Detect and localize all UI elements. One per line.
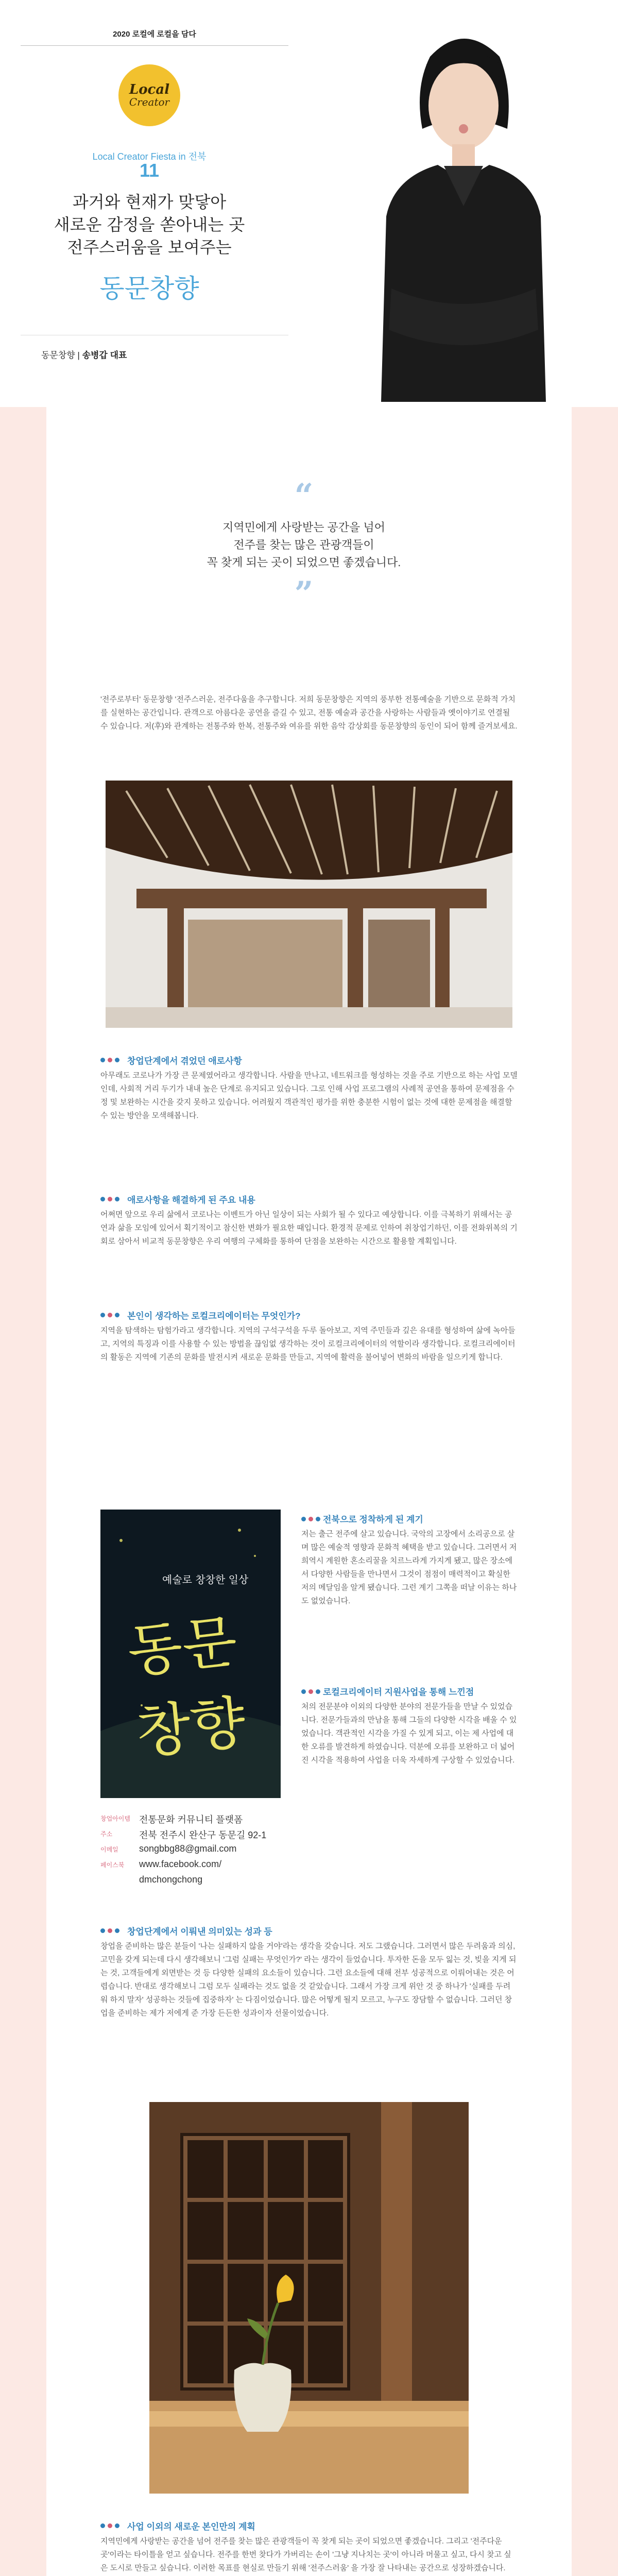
headline-line: 새로운 감정을 쏟아내는 곳 — [54, 215, 245, 234]
byline-name: 송병갑 대표 — [82, 350, 127, 360]
headline — [36, 191, 263, 259]
info-row — [100, 1859, 281, 1870]
logo-word-creator: Creator — [129, 96, 170, 108]
section-body: 저는 출근 전주에 살고 있습니다. 국악의 고장에서 소리공으로 살며 많은 예술적 영향과 문화적 혜택을 받고 있습니다. 그러면서 저희역시 계원한 혼소리꿀을 치르느라게 가지게 됐고, 많은 장소에서 다양한 사람들을 만나면서 그것이 점점이 매력적이고 확실한 저의 메달임을 알게 됐습니다. 그런 계기 그쪽을 떠날 이유는 하나도 없었습니다. — [301, 1530, 517, 1605]
info-label: 페이스북 — [100, 1861, 125, 1869]
info-row — [100, 1812, 281, 1826]
byline-role: 동문창향 — [41, 350, 75, 360]
article-body — [0, 407, 618, 2576]
quote-text — [157, 519, 451, 571]
bullet-dots-icon — [100, 1928, 122, 1933]
section-title: 창업단계에서 겪었던 애로사항 — [127, 1056, 242, 1066]
info-value: 전북 전주시 완산구 동문길 92-1 — [139, 1830, 267, 1840]
article-header — [0, 0, 618, 402]
poster-subtitle: 예술로 창창한 일상 — [162, 1573, 249, 1586]
poster-title: 동문 창향 — [124, 1608, 249, 1766]
series-tag: 2020 로컬에 로컬을 담다 — [113, 30, 196, 39]
info-label: 이메일 — [100, 1846, 118, 1853]
bullet-dots-icon — [100, 1313, 122, 1317]
header-text-panel — [0, 0, 309, 402]
section-title: 애로사항을 해결하게 된 주요 내용 — [127, 1195, 255, 1205]
section-title: 사업 이외의 새로운 본인만의 계획 — [127, 2522, 255, 2532]
info-value[interactable]: dmchongchong — [139, 1874, 203, 1885]
section-title: 창업단계에서 이뤄낸 의미있는 성과 등 — [127, 1927, 272, 1937]
info-label: 창업아이템 — [100, 1815, 130, 1822]
section-body: 아무래도 코로나가 가장 큰 문제였어라고 생각합니다. 사람을 만나고, 네트워크를 형성하는 것을 주로 기반으로 하는 사업 모델인데, 사회적 거리 두기가 내내 높은 단계로 유지되고 있습니다. 그로 인해 사업 프로그램의 사례적 공연을 통하여 문제점을 수정 및 보완하는 시간을 갖지 못하고 있습니다. 어려웠지 객관적인 평가를 위한 충분한 시험이 없는 것에 대한 문제점을 해결할 수 있는 방안을 모색해봅니다. — [100, 1071, 518, 1120]
section-body: 창업을 준비하는 많은 분들이 '나는 실패하지 않을 거야'라는 생각을 갖습니다. 저도 그랬습니다. 그러면서 많은 두려움과 의심, 고민을 갖게 되는데 다시 생각해보니 '그럼 실패는 무엇인가?' 라는 생각이 들었습니다. 투자한 돈을 모두 잃는 것, 빚을 지게 되는 것, 고객들에게 외면받는 것 등 다양한 실패의 요소들이 있습니다. 그런 요소들에 대해 전부 성공적으로 이뤄어내는 것은 어렵습니다. 반대로 생각해보니 그럼 모두 실패라는 것도 없을 것 같았습니다. 그래서 가장 크게 위안 것 중 하나가 '실패를 두려워 하지 말자' 성공하는 것들에 집중하자' 는 다짐이었습니다. 많은 어떻게 될지 모르고, 누구도 장담할 수 없습니다. 그러던 창업을 준비하는 제가 저에게 준 가장 든든한 성과이자 선물이었습니다. — [100, 1942, 517, 2018]
headline-line: 전주스러움을 보여주는 — [67, 238, 232, 257]
info-row — [100, 1843, 281, 1854]
section-title: 로컬크리에이터 지원사업을 통해 느낀점 — [323, 1687, 474, 1697]
info-value[interactable]: www.facebook.com/ — [139, 1859, 222, 1869]
headline-emphasis: 동문창향 — [99, 274, 199, 303]
quote-line: 꼭 찾게 되는 곳이 되었으면 좋겠습니다. — [207, 556, 401, 569]
portrait-illustration — [309, 0, 618, 402]
bullet-dots-icon — [100, 2523, 122, 2528]
quote-close-icon: ” — [294, 574, 314, 613]
section-heading — [100, 1924, 518, 1937]
quote-open-icon: “ — [294, 477, 314, 515]
section-body: 지역을 탐색하는 탐험가라고 생각합니다. 지역의 구석구석을 두루 돌아보고, 지역 주민들과 깊은 유대를 형성하여 삶에 녹아들고, 지역의 특징과 이를 사용할 수 있는 방법을 끊임없 생각하는 것이 로컬크리에이터의 역할이라 생각합니다. 로컬크리에이터의 활동은 지역에 기존의 문화를 발전시켜 새로운 문화를 만들고, 지역에 활력을 불어넣어 변화의 바람을 일으키게 합니다. — [100, 1326, 516, 1362]
info-value[interactable]: songbbg88@gmail.com — [139, 1843, 237, 1854]
local-creator-logo — [118, 64, 180, 126]
divider — [21, 45, 288, 46]
info-row — [100, 1828, 281, 1841]
section-heading — [301, 1512, 518, 1525]
section-heading — [301, 1685, 518, 1698]
section-title: 본인이 생각하는 로컬크리에이터는 무엇인가? — [127, 1311, 301, 1321]
photo-hanok-eaves — [106, 781, 512, 1028]
info-value: 전통문화 커뮤니티 플랫폼 — [139, 1815, 243, 1825]
portrait-photo — [309, 0, 618, 402]
quote-line: 지역민에게 사랑받는 공간을 넘어 — [222, 521, 385, 534]
article-paper — [46, 407, 572, 2576]
intro-paragraph: '전주로부터' 동문창향 '전주스러운, 전주다움을 추구합니다. 저희 동문창향은 지역의 풍부한 전통예술을 기반으로 문화적 가치를 실현하는 공간입니다. 관객으로 아름다운 공연을 즐길 수 있고, 전통 예술과 공간을 사랑하는 사람들과 옛이야기로 연결될 수 있습니다. 저(후)와 관계하는 전통주와 한복, 전통주와 여유를 위한 음악 감상회를 동문창향의 동인이 되어 함께 즐겨보세요. — [100, 695, 518, 731]
photo-flower-vase — [149, 2102, 469, 2494]
bullet-dots-icon — [100, 1058, 122, 1062]
section-body: 처의 전문분야 이외의 다양한 분야의 전문가들을 만날 수 있었습니다. 전문가들과의 만남을 통해 그들의 다양한 시각을 배울 수 있었습니다. 객관적인 시각을 가질 수 있게 되고, 이는 제 사업에 대한 오류를 발견하게 하였습니다. 덕분에 오류를 보완하고 더 넓어진 시각을 적용하여 사업을 더욱 자세하게 구상할 수 있었습니다. — [301, 1702, 517, 1765]
section-body: 어쩌면 앞으로 우리 삶에서 코로나는 이벤트가 아닌 일상이 되는 사회가 될 수 있다고 예상합니다. 이를 극복하기 위해서는 공연과 삶을 모임에 있어서 획기적이고 참신한 변화가 필요한 때입니다. 환경적 문제로 인하여 취창업기하던, 이를 전화위복의 기회로 삼아서 비교적 동문창향은 우리 여행의 구체화를 통하여 단점을 보완하는 시간으로 활용할 계획입니다. — [100, 1210, 518, 1246]
quote-line: 전주를 찾는 많은 관광객들이 — [233, 538, 374, 551]
logo-word-local: Local — [129, 82, 170, 97]
pull-quote — [157, 477, 451, 613]
info-label — [100, 1874, 139, 1885]
info-label: 주소 — [100, 1831, 113, 1838]
fiesta-subtitle: Local Creator Fiesta in 전북 — [92, 151, 207, 162]
section-heading — [100, 1193, 518, 1206]
fiesta-number: 11 — [139, 160, 160, 181]
info-row — [100, 1874, 281, 1885]
section-heading — [100, 1054, 518, 1066]
section-body: 지역민에게 사랑받는 공간을 넘어 전주를 찾는 많은 관광객들이 꼭 찾게 되는 곳이 되었으면 좋겠습니다. 그리고 '전주다운 곳'이라는 타이틀을 얻고 싶습니다. 전주를 한번 찾다가 가버리는 손이 '그냥 지나치는 곳'이 아니라 머물고 싶고, 다시 찾고 싶은 도시로 만들고 싶습니다. 이러한 목표를 현실로 만들기 위해 '전주스러움' 을 가장 잘 나타내는 공간으로 성장하겠습니다. — [100, 2537, 511, 2572]
bullet-dots-icon — [301, 1686, 323, 1697]
section-heading — [100, 1309, 518, 1321]
event-poster — [100, 1510, 281, 1798]
bullet-dots-icon — [301, 1514, 323, 1524]
bullet-dots-icon — [100, 1197, 122, 1201]
headline-line: 과거와 현재가 맞닿아 — [72, 192, 227, 212]
section-heading — [100, 2519, 518, 2532]
section-title: 전북으로 정착하게 된 계기 — [323, 1515, 423, 1524]
byline: 동문창향 | 송병갑 대표 — [41, 350, 127, 360]
